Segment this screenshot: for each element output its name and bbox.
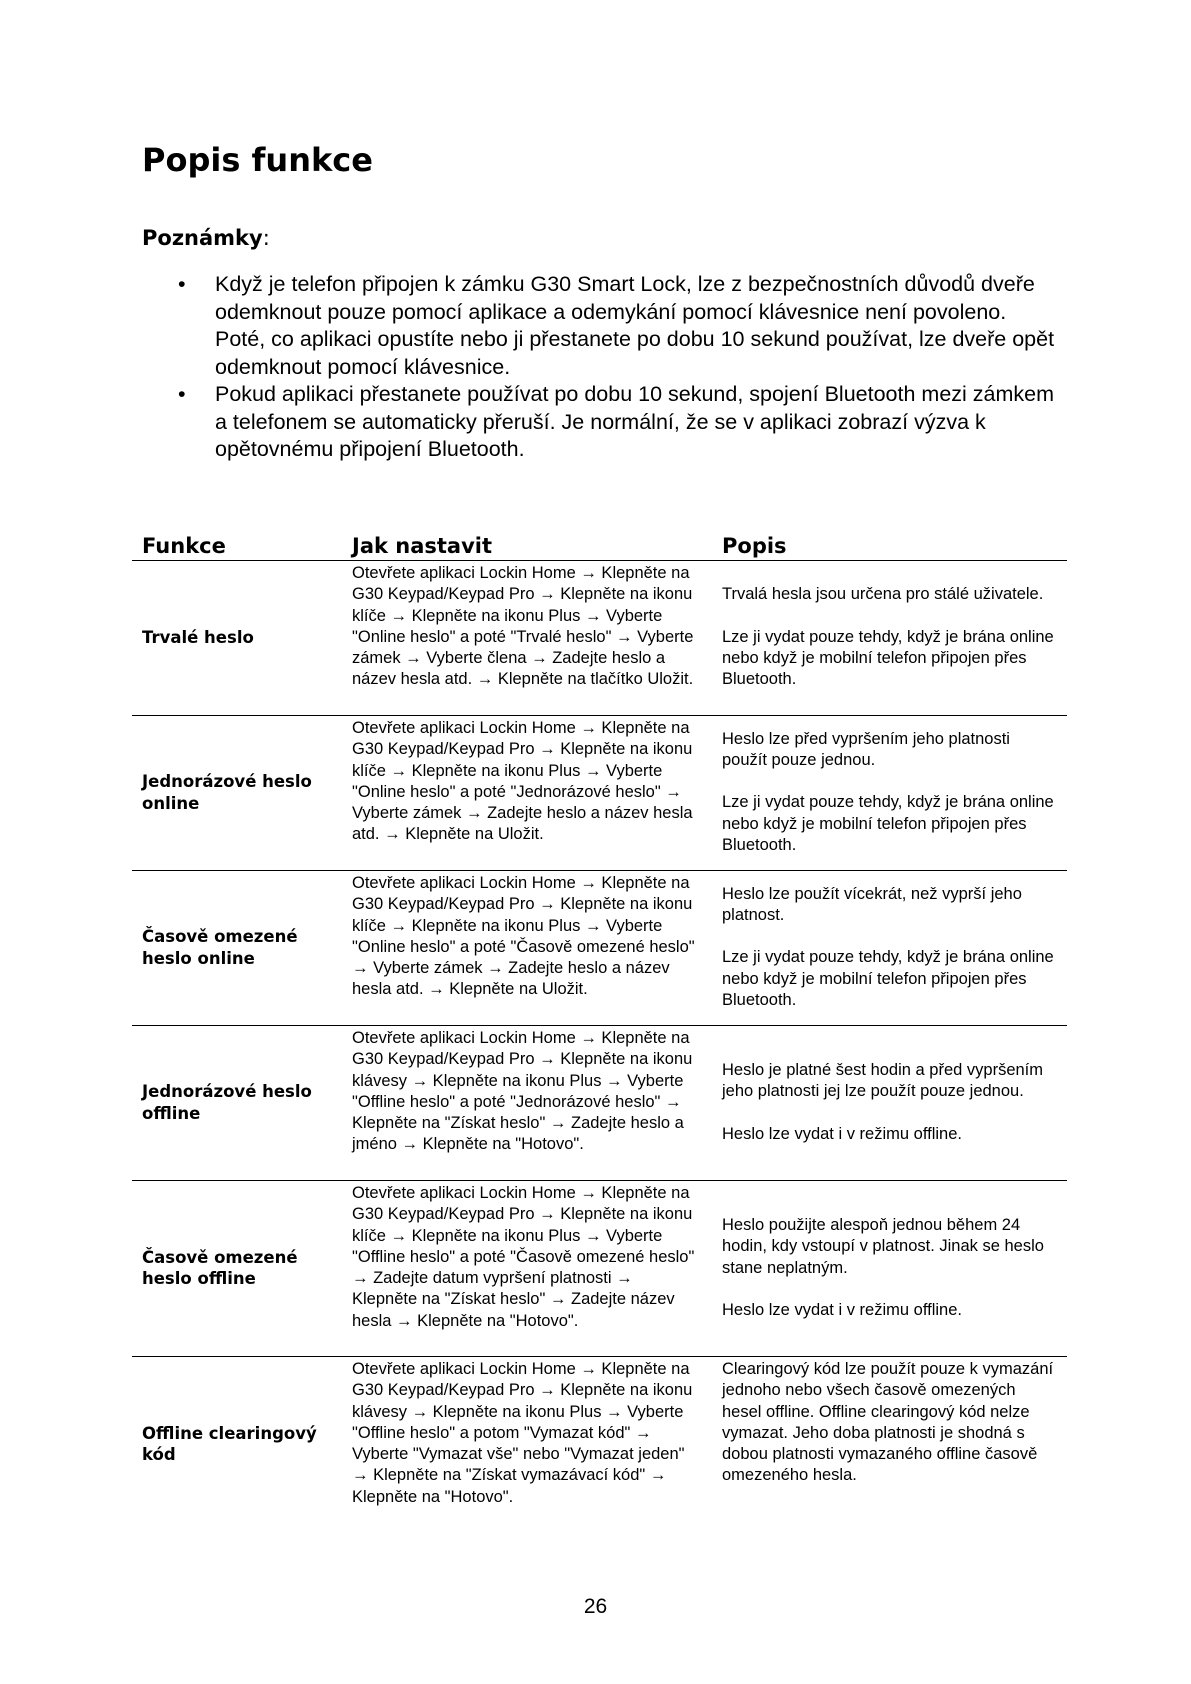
description-text: Clearingový kód lze použít pouze k vymazání jednoho nebo všech časově omezených hesel offline. Offline clearingový kód nelze vymazat. Jeho doba platnosti je shodná s dobou platnosti vymazaného offline časově omezeného hesla. — [722, 1360, 1054, 1485]
setup-steps: Otevřete aplikaci Lockin Home → Klepněte na G30 Keypad/Keypad Pro → Klepněte na ikonu klíče → Klepněte na ikonu Plus → Vyberte "Online heslo" a poté "Jednorázové heslo" → Vyberte zámek → Zadejte heslo a název hesla atd. → Klepněte na Uložit. — [342, 716, 712, 871]
list-item — [142, 271, 1062, 381]
page-title: Popis funkce — [142, 141, 373, 179]
note-text: Když je telefon připojen k zámku G30 Smart Lock, lze z bezpečnostních důvodů dveře odemknout pouze pomocí aplikace a odemykání pomocí klávesnice není povoleno. Poté, co aplikaci opustíte nebo ji přestanete po dobu 10 sekund používat, lze dveře opět odemknout pomocí klávesnice. — [215, 272, 1055, 379]
table-row — [132, 561, 1067, 716]
setup-steps: Otevřete aplikaci Lockin Home → Klepněte na G30 Keypad/Keypad Pro → Klepněte na ikonu klávesy → Klepněte na ikonu Plus → Vyberte "Offline heslo" a potom "Vymazat kód" → Vyberte "Vymazat vše" nebo "Vymazat jeden" → Klepněte na "Získat vymazávací kód" → Klepněte na "Hotovo". — [352, 1360, 693, 1506]
list-item — [142, 381, 1062, 464]
description-cell — [712, 1357, 1067, 1533]
description-text: Lze ji vydat pouze tehdy, když je brána online nebo když je mobilní telefon připojen přes Bluetooth. — [722, 948, 1054, 1009]
bullet-icon: • — [178, 382, 186, 406]
description-text: Lze ji vydat pouze tehdy, když je brána online nebo když je mobilní telefon připojen přes Bluetooth. — [722, 793, 1054, 854]
description-text: Heslo je platné šest hodin a před vypršením jeho platnosti jej lze použít pouze jednou. — [722, 1061, 1044, 1101]
description-text: Trvalá hesla jsou určena pro stálé uživatele. — [722, 585, 1044, 604]
table-header-row — [132, 526, 1067, 561]
bullet-icon: • — [178, 272, 186, 296]
description-text: Lze ji vydat pouze tehdy, když je brána online nebo když je mobilní telefon připojen přes Bluetooth. — [722, 627, 1054, 689]
description-cell — [712, 561, 1067, 716]
description-cell — [712, 716, 1067, 871]
setup-steps: Otevřete aplikaci Lockin Home → Klepněte na G30 Keypad/Keypad Pro → Klepněte na ikonu klávesy → Klepněte na ikonu Plus → Vyberte "Offline heslo" a poté "Jednorázové heslo" → Klepněte na "Získat heslo" → Zadejte heslo a jméno → Klepněte na "Hotovo". — [342, 1026, 712, 1181]
function-name: Časově omezené heslo offline — [132, 1181, 342, 1357]
header-funkce: Funkce — [132, 526, 342, 561]
description-text: Heslo použijte alespoň jednou během 24 hodin, kdy vstoupí v platnost. Jinak se heslo stane neplatným. — [722, 1215, 1044, 1277]
description-text: Heslo lze před vypršením jeho platnosti použít pouze jednou. — [722, 729, 1010, 770]
table-row — [132, 1026, 1067, 1181]
function-name: Jednorázové heslo online — [132, 716, 342, 871]
table-row — [132, 1181, 1067, 1357]
notes-heading-colon: : — [262, 226, 270, 250]
description-text: Heslo lze vydat i v režimu offline. — [722, 1124, 962, 1143]
note-text: Pokud aplikaci přestanete používat po dobu 10 sekund, spojení Bluetooth mezi zámkem a telefonem se automaticky přeruší. Je normální, že se v aplikaci zobrazí výzva k opětovnému připojení Bluetooth. — [215, 382, 1055, 461]
table-row — [132, 871, 1067, 1026]
description-text: Heslo lze vydat i v režimu offline. — [722, 1300, 962, 1319]
function-table — [132, 526, 1067, 1533]
description-cell — [712, 871, 1067, 1026]
notes-heading — [142, 224, 270, 252]
header-popis: Popis — [712, 526, 1067, 561]
header-jak-nastavit: Jak nastavit — [342, 526, 712, 561]
table-row — [132, 716, 1067, 871]
setup-steps: Otevřete aplikaci Lockin Home → Klepněte na G30 Keypad/Keypad Pro → Klepněte na ikonu klíče → Klepněte na ikonu Plus → Vyberte "Online heslo" a poté "Trvalé heslo" → Vyberte zámek → Vyberte člena → Zadejte heslo a název hesla atd. → Klepněte na tlačítko Uložit. — [342, 561, 712, 716]
setup-steps: Otevřete aplikaci Lockin Home → Klepněte na G30 Keypad/Keypad Pro → Klepněte na ikonu klíče → Klepněte na ikonu Plus → Vyberte "Offline heslo" a poté "Časově omezené heslo" → Zadejte datum vypršení platnosti → Klepněte na "Získat heslo" → Zadejte název hesla → Klepněte na "Hotovo". — [342, 1181, 712, 1357]
function-name: Trvalé heslo — [132, 561, 342, 716]
notes-heading-label: Poznámky — [142, 226, 263, 250]
function-name: Časově omezené heslo online — [132, 871, 342, 1026]
setup-steps: Otevřete aplikaci Lockin Home → Klepněte na G30 Keypad/Keypad Pro → Klepněte na ikonu klíče → Klepněte na ikonu Plus → Vyberte "Online heslo" a poté "Časově omezené heslo" → Vyberte zámek → Zadejte heslo a název hesla atd. → Klepněte na Uložit. — [342, 871, 712, 1026]
function-name: Jednorázové heslo offline — [132, 1026, 342, 1181]
table-row — [132, 1357, 1067, 1533]
description-cell — [712, 1181, 1067, 1357]
description-cell — [712, 1026, 1067, 1181]
description-text: Heslo lze použít vícekrát, než vyprší jeho platnost. — [722, 884, 1022, 925]
page-number: 26 — [583, 1595, 608, 1618]
notes-list — [142, 271, 1062, 464]
function-name: Offline clearingový kód — [142, 1423, 317, 1465]
